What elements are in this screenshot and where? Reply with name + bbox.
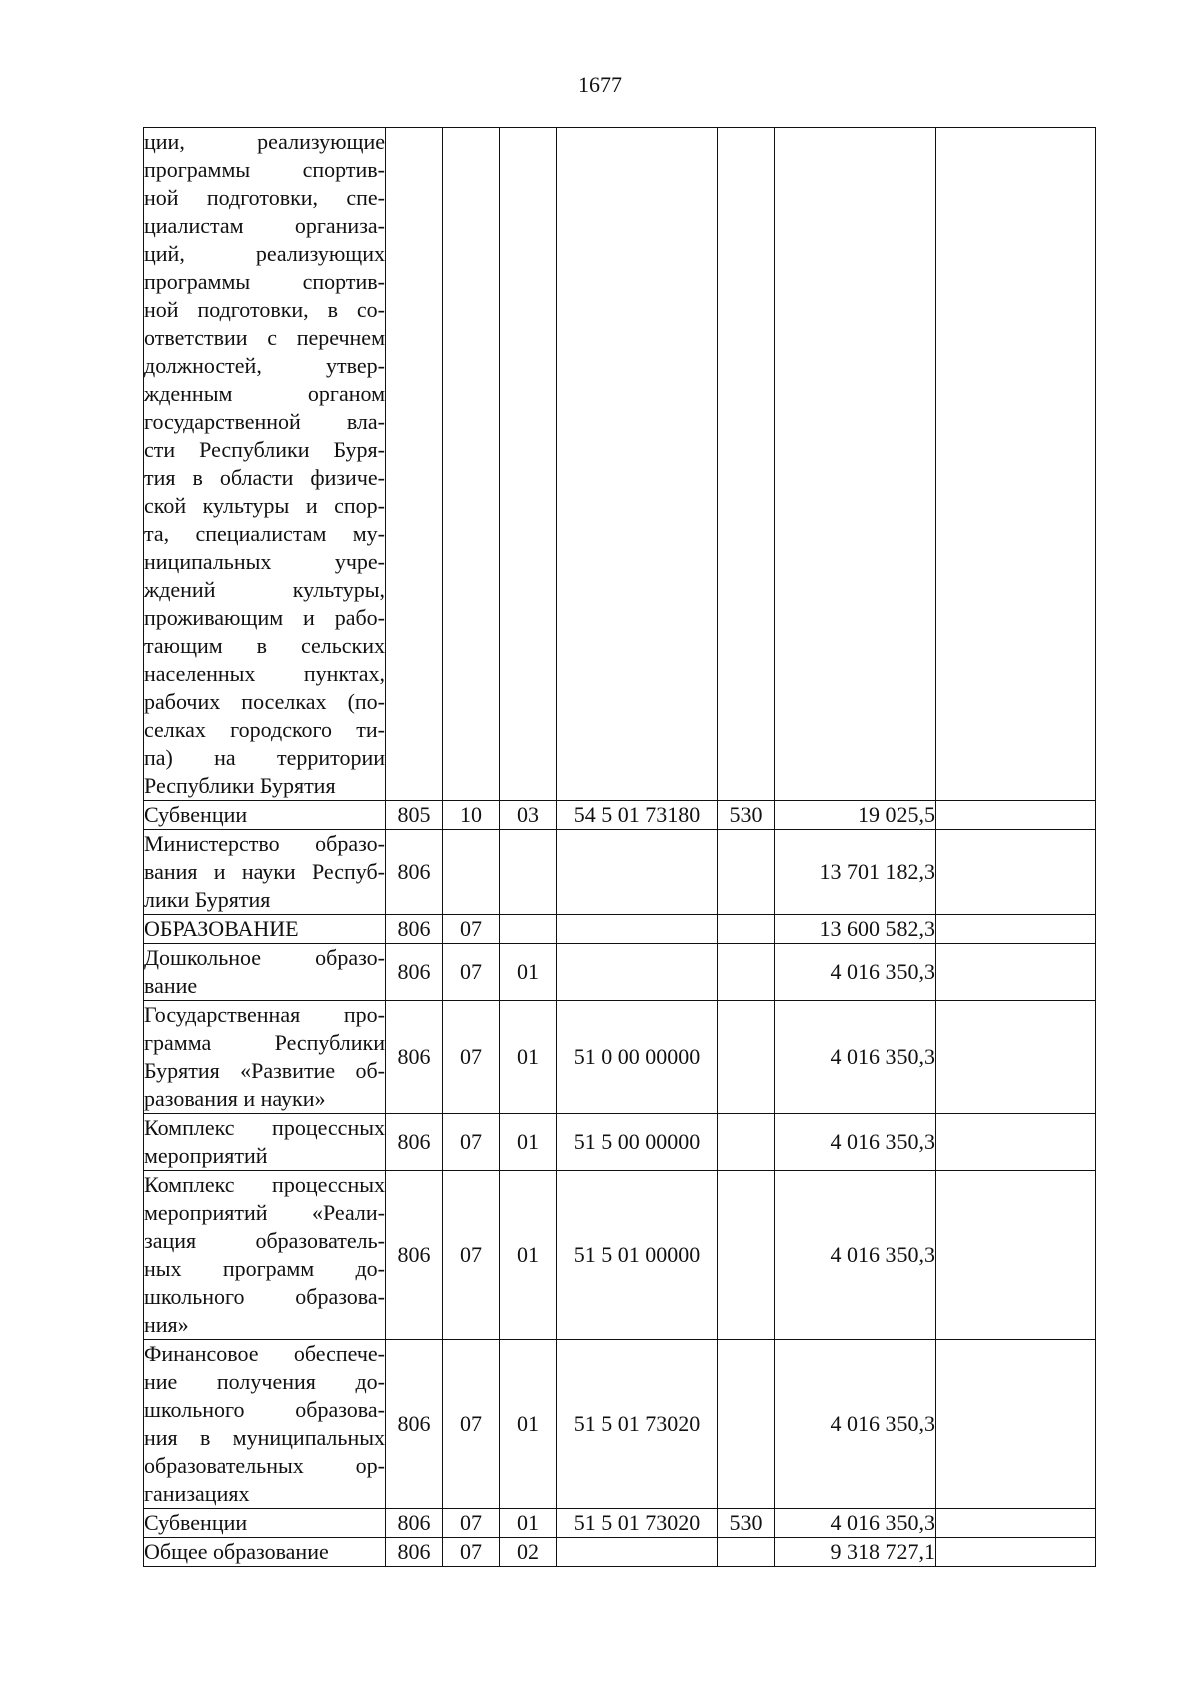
- cell-amount: 13 701 182,3: [775, 830, 936, 915]
- cell-name: [144, 128, 386, 801]
- cell-name: [144, 1538, 386, 1567]
- cell-empty: [936, 128, 1096, 801]
- cell-section-code: [443, 830, 500, 915]
- cell-name-line: ния»: [144, 1312, 189, 1337]
- cell-amount: 4 016 350,3: [775, 1171, 936, 1340]
- cell-name-line: тия в области физиче-: [144, 465, 385, 490]
- cell-target-article: 51 5 00 00000: [557, 1114, 718, 1171]
- cell-name-line: ждений культуры,: [144, 577, 385, 602]
- cell-expense-type: [718, 1001, 775, 1114]
- cell-name-line: Дошкольное образо-: [144, 945, 385, 970]
- cell-empty: [936, 830, 1096, 915]
- cell-expense-type: [718, 830, 775, 915]
- cell-name-line: мероприятий: [144, 1143, 268, 1168]
- cell-expense-type: 530: [718, 1509, 775, 1538]
- table-row: [144, 1538, 1096, 1567]
- cell-section-code: 07: [443, 1538, 500, 1567]
- cell-subsection-code: 01: [500, 1340, 557, 1509]
- cell-section-code: 07: [443, 1340, 500, 1509]
- cell-empty: [936, 801, 1096, 830]
- cell-name-line: рабочих поселках (по-: [144, 689, 385, 714]
- cell-empty: [936, 1509, 1096, 1538]
- cell-name-line: циалистам организа-: [144, 213, 385, 238]
- cell-name: [144, 944, 386, 1001]
- cell-target-article: 54 5 01 73180: [557, 801, 718, 830]
- cell-amount: 19 025,5: [775, 801, 936, 830]
- cell-name-line: населенных пунктах,: [144, 661, 385, 686]
- cell-ministry-code: 806: [386, 1538, 443, 1567]
- cell-ministry-code: 806: [386, 1340, 443, 1509]
- cell-name-line: па) на территории: [144, 745, 385, 770]
- cell-empty: [936, 1171, 1096, 1340]
- cell-name-line: селках городского ти-: [144, 717, 385, 742]
- cell-name-line: зация образователь-: [144, 1228, 385, 1253]
- cell-name-line: Комплекс процессных: [144, 1172, 385, 1197]
- cell-name-line: тающим в сельских: [144, 633, 385, 658]
- cell-subsection-code: 01: [500, 1001, 557, 1114]
- cell-name-line: ной подготовки, спе-: [144, 185, 385, 210]
- cell-expense-type: [718, 1538, 775, 1567]
- cell-expense-type: [718, 1171, 775, 1340]
- cell-name-line: образовательных ор-: [144, 1453, 385, 1478]
- table-row: [144, 944, 1096, 1001]
- cell-subsection-code: 01: [500, 944, 557, 1001]
- cell-amount: 4 016 350,3: [775, 1001, 936, 1114]
- cell-empty: [936, 1001, 1096, 1114]
- cell-name-line: Бурятия «Развитие об-: [144, 1058, 385, 1083]
- cell-section-code: 07: [443, 1114, 500, 1171]
- cell-subsection-code: 01: [500, 1509, 557, 1538]
- cell-name-line: Государственная про-: [144, 1002, 385, 1027]
- cell-subsection-code: 01: [500, 1114, 557, 1171]
- table-row: [144, 1340, 1096, 1509]
- cell-amount: 4 016 350,3: [775, 1509, 936, 1538]
- cell-name-line: школьного образова-: [144, 1284, 385, 1309]
- cell-subsection-code: 03: [500, 801, 557, 830]
- cell-name-line: ций, реализующих: [144, 241, 385, 266]
- cell-name-line: вания и науки Респуб-: [144, 859, 385, 884]
- cell-subsection-code: 02: [500, 1538, 557, 1567]
- table-row: [144, 1001, 1096, 1114]
- cell-name-line: Финансовое обеспече-: [144, 1341, 385, 1366]
- cell-target-article: [557, 128, 718, 801]
- cell-amount: [775, 128, 936, 801]
- cell-target-article: [557, 1538, 718, 1567]
- cell-section-code: 07: [443, 915, 500, 944]
- cell-ministry-code: [386, 128, 443, 801]
- cell-section-code: 07: [443, 944, 500, 1001]
- cell-name-line: жденным органом: [144, 381, 385, 406]
- cell-target-article: [557, 915, 718, 944]
- table-row: [144, 830, 1096, 915]
- cell-amount: 9 318 727,1: [775, 1538, 936, 1567]
- cell-subsection-code: [500, 915, 557, 944]
- cell-name-line: вание: [144, 973, 198, 998]
- cell-name-line: проживающим и рабо-: [144, 605, 385, 630]
- cell-section-code: 07: [443, 1171, 500, 1340]
- cell-expense-type: [718, 915, 775, 944]
- table-row: [144, 128, 1096, 801]
- cell-amount: 13 600 582,3: [775, 915, 936, 944]
- cell-ministry-code: 806: [386, 830, 443, 915]
- cell-ministry-code: 806: [386, 1114, 443, 1171]
- cell-ministry-code: 806: [386, 1001, 443, 1114]
- cell-name: [144, 830, 386, 915]
- cell-name-line: ответствии с перечнем: [144, 325, 385, 350]
- cell-expense-type: [718, 128, 775, 801]
- cell-subsection-code: [500, 830, 557, 915]
- cell-empty: [936, 944, 1096, 1001]
- cell-empty: [936, 1538, 1096, 1567]
- cell-name-line: Республики Бурятия: [144, 773, 336, 798]
- cell-expense-type: [718, 1114, 775, 1171]
- cell-name-line: программы спортив-: [144, 157, 385, 182]
- cell-name: [144, 1171, 386, 1340]
- cell-amount: 4 016 350,3: [775, 1114, 936, 1171]
- cell-name-line: лики Бурятия: [144, 887, 271, 912]
- cell-target-article: 51 5 01 73020: [557, 1509, 718, 1538]
- cell-name-line: ции, реализующие: [144, 129, 385, 154]
- cell-name-line: Субвенции: [144, 802, 248, 827]
- cell-name-line: государственной вла-: [144, 409, 385, 434]
- table-row: [144, 801, 1096, 830]
- cell-empty: [936, 915, 1096, 944]
- cell-amount: 4 016 350,3: [775, 944, 936, 1001]
- cell-amount: 4 016 350,3: [775, 1340, 936, 1509]
- cell-empty: [936, 1114, 1096, 1171]
- cell-name-line: ной подготовки, в со-: [144, 297, 385, 322]
- cell-name-line: ганизациях: [144, 1481, 250, 1506]
- cell-name: [144, 801, 386, 830]
- table-row: [144, 1509, 1096, 1538]
- cell-name-line: Субвенции: [144, 1510, 248, 1535]
- cell-section-code: 07: [443, 1001, 500, 1114]
- cell-ministry-code: 805: [386, 801, 443, 830]
- table-row: [144, 1171, 1096, 1340]
- cell-section-code: 07: [443, 1509, 500, 1538]
- page-number: 1677: [578, 72, 622, 97]
- cell-name-line: ской культуры и спор-: [144, 493, 385, 518]
- cell-name-line: та, специалистам му-: [144, 521, 385, 546]
- cell-name-line: ния в муниципальных: [144, 1425, 385, 1450]
- cell-expense-type: [718, 944, 775, 1001]
- cell-name-line: должностей, утвер-: [144, 353, 385, 378]
- cell-name: [144, 1114, 386, 1171]
- cell-name-line: Общее образование: [144, 1539, 329, 1564]
- cell-target-article: 51 5 01 73020: [557, 1340, 718, 1509]
- table-body: [144, 128, 1096, 1567]
- cell-name: [144, 1509, 386, 1538]
- cell-name-line: Комплекс процессных: [144, 1115, 385, 1140]
- cell-target-article: 51 0 00 00000: [557, 1001, 718, 1114]
- cell-name-line: ние получения до-: [144, 1369, 385, 1394]
- cell-name-line: ных программ до-: [144, 1256, 385, 1281]
- cell-name-line: мероприятий «Реали-: [144, 1200, 385, 1225]
- cell-ministry-code: 806: [386, 1171, 443, 1340]
- table-row: [144, 915, 1096, 944]
- cell-name-line: Министерство образо-: [144, 831, 385, 856]
- cell-section-code: [443, 128, 500, 801]
- cell-expense-type: 530: [718, 801, 775, 830]
- cell-target-article: 51 5 01 00000: [557, 1171, 718, 1340]
- cell-ministry-code: 806: [386, 915, 443, 944]
- cell-subsection-code: 01: [500, 1171, 557, 1340]
- cell-name-line: грамма Республики: [144, 1030, 385, 1055]
- cell-section-code: 10: [443, 801, 500, 830]
- cell-name: [144, 1001, 386, 1114]
- cell-name-line: ОБРАЗОВАНИЕ: [144, 916, 299, 941]
- cell-expense-type: [718, 1340, 775, 1509]
- cell-name-line: программы спортив-: [144, 269, 385, 294]
- cell-name-line: сти Республики Буря-: [144, 437, 385, 462]
- cell-name: [144, 1340, 386, 1509]
- cell-ministry-code: 806: [386, 1509, 443, 1538]
- budget-table: [143, 127, 1096, 1567]
- cell-empty: [936, 1340, 1096, 1509]
- cell-name-line: разования и науки»: [144, 1086, 326, 1111]
- cell-subsection-code: [500, 128, 557, 801]
- cell-target-article: [557, 830, 718, 915]
- cell-ministry-code: 806: [386, 944, 443, 1001]
- table-row: [144, 1114, 1096, 1171]
- cell-name-line: ниципальных учре-: [144, 549, 385, 574]
- cell-name-line: школьного образова-: [144, 1397, 385, 1422]
- cell-name: [144, 915, 386, 944]
- cell-target-article: [557, 944, 718, 1001]
